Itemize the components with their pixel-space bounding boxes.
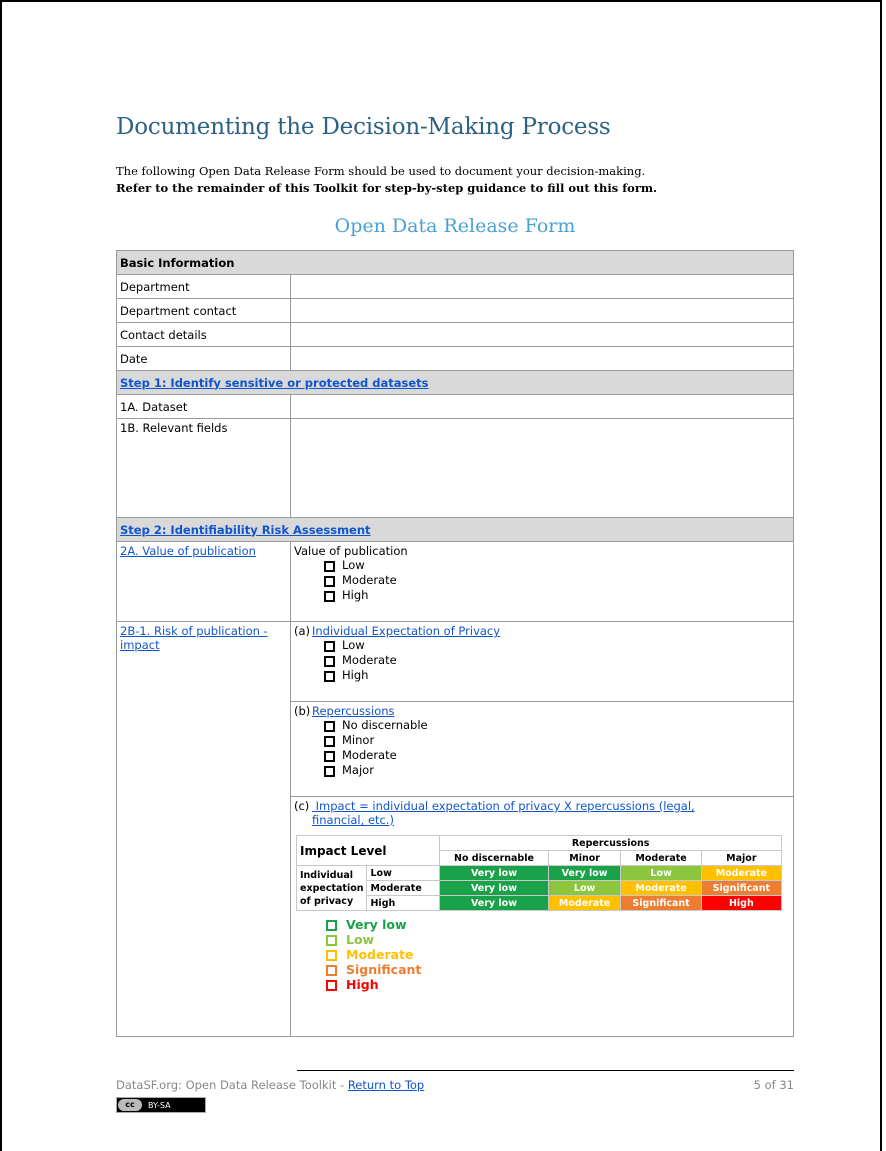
option-checkbox[interactable]: Low (324, 638, 790, 653)
matrix-cell: Low (548, 881, 621, 896)
matrix-cell: Significant (621, 896, 701, 911)
department-label: Department (117, 275, 291, 299)
checkbox-icon[interactable] (324, 576, 335, 587)
option-checkbox[interactable]: Moderate (324, 573, 790, 588)
checkbox-icon[interactable] (324, 766, 335, 777)
option-checkbox[interactable]: Moderate (324, 653, 790, 668)
dataset-field[interactable] (291, 395, 794, 419)
row-label: Low (367, 866, 440, 881)
checkbox-icon[interactable] (324, 751, 335, 762)
column-header: Moderate (621, 851, 701, 866)
repercussions-link[interactable]: Repercussions (312, 704, 395, 718)
value-of-publication-title: Value of publication (294, 544, 408, 558)
date-label: Date (117, 347, 291, 371)
contact-details-field[interactable] (291, 323, 794, 347)
intro-line: The following Open Data Release Form should be used to document your decision-making. (116, 164, 646, 178)
row-label: Moderate (367, 881, 440, 896)
matrix-cell: Moderate (548, 896, 621, 911)
privacy-expectation-link[interactable]: Individual Expectation of Privacy (312, 624, 501, 638)
checkbox-icon[interactable] (324, 591, 335, 602)
relevant-fields-label: 1B. Relevant fields (117, 419, 291, 518)
legend-item[interactable]: Low (324, 932, 790, 947)
checkbox-icon[interactable] (326, 980, 337, 991)
step2-header (117, 518, 794, 542)
checkbox-icon[interactable] (324, 721, 335, 732)
impact-matrix (296, 835, 782, 911)
page-number: 5 of 31 (753, 1078, 794, 1092)
impact-link-continued[interactable]: financial, etc.) (312, 813, 394, 827)
checkbox-icon[interactable] (324, 561, 335, 572)
basic-info-header: Basic Information (117, 251, 794, 275)
form-title: Open Data Release Form (334, 215, 576, 237)
matrix-cell: Low (621, 866, 701, 881)
repercussions-cell: (b) Repercussions No discernable Minor Moderate Major (291, 702, 794, 797)
cc-icon: cc (118, 1099, 142, 1111)
checkbox-icon[interactable] (326, 965, 337, 976)
matrix-cell: Very low (548, 866, 621, 881)
checkbox-icon[interactable] (326, 950, 337, 961)
risk-of-publication-cell (117, 622, 291, 1037)
value-of-publication-cell (117, 542, 291, 622)
privacy-options-list (294, 638, 790, 683)
checkbox-icon[interactable] (324, 736, 335, 747)
matrix-cell: Very low (440, 896, 548, 911)
step1-link[interactable]: Step 1: Identify sensitive or protected datasets (120, 375, 429, 390)
checkbox-icon[interactable] (324, 656, 335, 667)
relevant-fields-field[interactable] (291, 419, 794, 518)
legend-item[interactable]: High (324, 977, 790, 992)
dataset-label: 1A. Dataset (117, 395, 291, 419)
matrix-cell: Moderate (701, 866, 781, 881)
impact-level-header: Impact Level (297, 836, 440, 866)
matrix-cell: Very low (440, 866, 548, 881)
repercussions-options-list (294, 718, 790, 778)
matrix-cell: Moderate (621, 881, 701, 896)
legend-item[interactable]: Very low (324, 917, 790, 932)
legend-item[interactable]: Moderate (324, 947, 790, 962)
matrix-cell: Significant (701, 881, 781, 896)
option-checkbox[interactable]: No discernable (324, 718, 790, 733)
step2-link[interactable]: Step 2: Identifiability Risk Assessment (120, 522, 371, 537)
cc-license-badge[interactable] (116, 1097, 206, 1113)
privacy-expectation-cell: (a) Individual Expectation of Privacy Low Moderate High (291, 622, 794, 702)
column-header: Minor (548, 851, 621, 866)
department-field[interactable] (291, 275, 794, 299)
page-footer (116, 1078, 794, 1092)
intro-line-bold: Refer to the remainder of this Toolkit for step-by-step guidance to fill out this form. (116, 181, 658, 195)
checkbox-icon[interactable] (326, 935, 337, 946)
row-group-label: Individual expectation of privacy (297, 866, 367, 911)
intro-text (116, 163, 796, 197)
risk-of-publication-link[interactable]: 2B-1. Risk of publication - impact (120, 624, 268, 652)
value-options-list (294, 558, 790, 603)
department-contact-label: Department contact (117, 299, 291, 323)
checkbox-icon[interactable] (324, 671, 335, 682)
repercussions-header: Repercussions (440, 836, 782, 851)
column-header: Major (701, 851, 781, 866)
step1-header (117, 371, 794, 395)
option-checkbox[interactable]: Minor (324, 733, 790, 748)
footer-divider (297, 1070, 794, 1071)
value-of-publication-options (291, 542, 794, 622)
column-header: No discernable (440, 851, 548, 866)
footer-source: DataSF.org: Open Data Release Toolkit - (116, 1078, 348, 1092)
value-of-publication-link[interactable]: 2A. Value of publication (120, 544, 256, 558)
contact-details-label: Contact details (117, 323, 291, 347)
option-checkbox[interactable]: Low (324, 558, 790, 573)
impact-cell: (c) Impact = individual expectation of privacy X repercussions (legal, financial, etc.) Impact Level Repercussions No discernable Minor Moderate Major Individual expectation of privacy Low Very low Very low Low Moderate Moderate Very low Low Moderate Significant High Very low Moderate Significant High Very low Low Moderate Significant High (291, 797, 794, 1037)
license-label: BY-SA (148, 1100, 171, 1110)
impact-legend (324, 917, 790, 992)
checkbox-icon[interactable] (326, 920, 337, 931)
page-title: Documenting the Decision-Making Process (116, 114, 611, 140)
checkbox-icon[interactable] (324, 641, 335, 652)
impact-link[interactable]: Impact = individual expectation of privacy X repercussions (legal, (312, 799, 695, 813)
legend-item[interactable]: Significant (324, 962, 790, 977)
row-label: High (367, 896, 440, 911)
return-to-top-link[interactable]: Return to Top (347, 1078, 425, 1092)
release-form-table (116, 250, 794, 1037)
option-checkbox[interactable]: Moderate (324, 748, 790, 763)
matrix-cell: Very low (440, 881, 548, 896)
department-contact-field[interactable] (291, 299, 794, 323)
date-field[interactable] (291, 347, 794, 371)
option-checkbox[interactable]: High (324, 668, 790, 683)
option-checkbox[interactable]: High (324, 588, 790, 603)
matrix-cell: High (701, 896, 781, 911)
option-checkbox[interactable]: Major (324, 763, 790, 778)
